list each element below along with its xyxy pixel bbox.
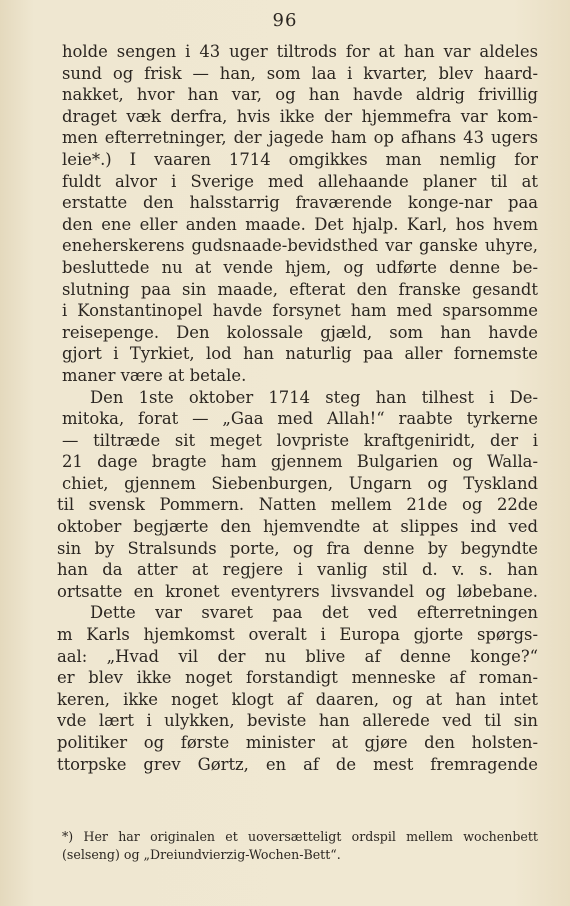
text-line: m Karls hjemkomst overalt i Europa gjorte spørgs- [57, 625, 538, 645]
text-line: erstatte den halsstarrig fraværende konge-nar paa [62, 193, 538, 213]
footnote [62, 828, 538, 864]
text-line: eneherskerens gudsnaade-bevidsthed var ganske uhyre, [62, 236, 538, 256]
text-line: sin by Stralsunds porte, og fra denne by begyndte [57, 538, 538, 558]
text-line: maner være at betale. [62, 365, 247, 385]
footnote-line: (selseng) og „Dreiundvierzig-Wochen-Bett“. [62, 847, 341, 862]
text-line: aal: „Hvad vil der nu blive af denne konge?“ [57, 646, 538, 666]
text-line: reisepenge. Den kolossale gjæld, som han havde [62, 322, 538, 342]
text-line: er blev ikke noget forstandigt menneske af roman- [57, 668, 538, 688]
text-line: politiker og første minister at gjøre den holsten- [57, 733, 538, 752]
body-text [57, 41, 538, 775]
text-line: — tiltræde sit meget lovpriste kraftgeniridt, der i [62, 430, 538, 450]
text-line: men efterretninger, der jagede ham op afhans 43 ugers [62, 128, 538, 148]
footnote-line: *) Her har originalen et uoversætteligt ordspil mellem wochenbett [62, 829, 538, 844]
text-line: besluttede nu at vende hjem, og udførte denne be- [62, 257, 538, 277]
text-line: holde sengen i 43 uger tiltrods for at han var aldeles [62, 42, 538, 61]
text-line: nakket, hvor han var, og han havde aldrig frivillig [62, 85, 538, 105]
text-line: ttorpske grev Gørtz, en af de mest fremragende [57, 754, 538, 774]
text-line: til svensk Pommern. Natten mellem 21de og 22de [57, 495, 538, 515]
text-line: slutning paa sin maade, efterat den franske gesandt [62, 279, 538, 299]
text-line: draget væk derfra, hvis ikke der hjemmefra var kom- [62, 106, 538, 126]
text-line: han da atter at regjere i vanlig stil d. v. s. han [57, 560, 538, 580]
text-line: leie*.) I vaaren 1714 omgikkes man nemlig for [62, 149, 538, 169]
text-line: chiet, gjennem Siebenburgen, Ungarn og Tyskland [62, 473, 538, 493]
text-line: i Konstantinopel havde forsynet ham med sparsomme [62, 301, 538, 321]
text-line: sund og frisk — han, som laa i kvarter, blev haard- [62, 63, 538, 83]
text-line: 21 dage bragte ham gjennem Bulgarien og Walla- [62, 452, 538, 472]
text-line: Dette var svaret paa det ved efterretningen [90, 603, 538, 623]
text-line: mitoka, forat — „Gaa med Allah!“ raabte tyrkerne [62, 409, 538, 429]
text-line: den ene eller anden maade. Det hjalp. Karl, hos hvem [62, 214, 538, 234]
text-line: vde lært i ulykken, beviste han allerede ved til sin [57, 711, 538, 731]
page-number: 96 [272, 10, 298, 31]
text-line: keren, ikke noget klogt af daaren, og at han intet [57, 689, 538, 709]
text-line: gjort i Tyrkiet, lod han naturlig paa aller fornemste [62, 344, 538, 364]
text-line: ortsatte en kronet eventyrers livsvandel og løbebane. [57, 581, 538, 601]
text-line: oktober begjærte den hjemvendte at slippes ind ved [57, 517, 538, 537]
text-line: fuldt alvor i Sverige med allehaande planer til at [62, 171, 538, 191]
text-line: Den 1ste oktober 1714 steg han tilhest i De- [90, 387, 538, 407]
